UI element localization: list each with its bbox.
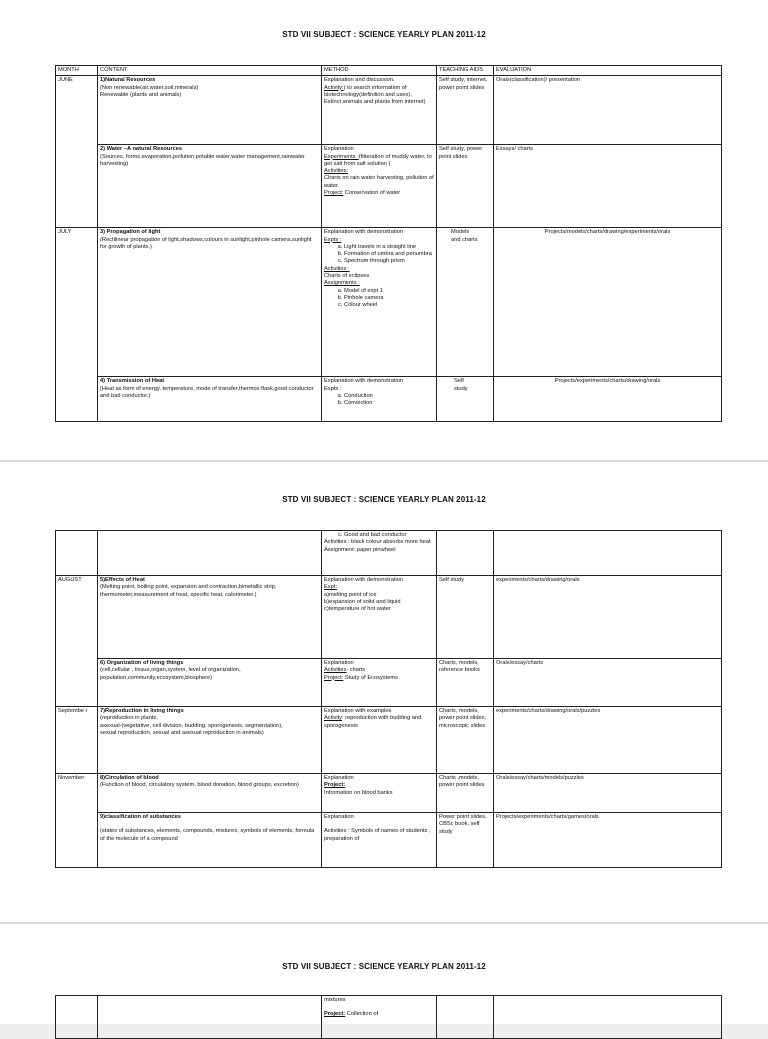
month-cell: November bbox=[56, 774, 98, 868]
topic-desc: (Heat as form of energy, temperature, mode of transfer,thermos flask,good conductor and bad conductor.) bbox=[100, 385, 314, 399]
method-line: Charts of eclipses bbox=[324, 273, 370, 280]
method-label: Experiments : bbox=[324, 153, 359, 160]
topic-title: 4) Transmission of Heat bbox=[100, 378, 165, 385]
topic-title: 3) Propagation of light bbox=[100, 229, 161, 236]
method-line: Explanation bbox=[324, 146, 354, 153]
method-text: Study of Ecosystems bbox=[343, 674, 398, 681]
header-teaching-aids: TEACHING AIDS bbox=[437, 66, 494, 76]
method-label: Expts : bbox=[324, 236, 342, 243]
aids-cell bbox=[437, 228, 494, 377]
method-line: Explanation and discussion. bbox=[324, 77, 395, 84]
table-row bbox=[56, 996, 722, 1039]
table-row bbox=[56, 531, 722, 576]
month-cell bbox=[56, 996, 98, 1039]
method-text: ( to search information of biotechnology(definition and uses), bbox=[324, 84, 412, 98]
method-label: Project: bbox=[324, 674, 344, 681]
table-row bbox=[56, 774, 722, 813]
method-cell bbox=[322, 531, 437, 576]
topic-title: 1)Natural Resources bbox=[100, 77, 156, 84]
method-label: Activities: bbox=[324, 168, 349, 175]
header-content: CONTENT bbox=[98, 66, 322, 76]
method-line bbox=[324, 190, 434, 197]
list-item: b. Formation of umbra and penumbra bbox=[344, 251, 434, 258]
content-cell bbox=[98, 707, 322, 774]
content-cell bbox=[98, 813, 322, 868]
topic-desc: sexual reproduction, sexual and asexual reproduction in animals) bbox=[100, 729, 264, 736]
experiment-list bbox=[324, 393, 434, 408]
plan-table-page-3 bbox=[55, 995, 722, 1039]
month-cell: Septembe r bbox=[56, 707, 98, 774]
content-cell bbox=[98, 145, 322, 228]
method-line: Assignment: paper pinwheel bbox=[324, 546, 396, 553]
topic-title: 2) Water –A natural Resources bbox=[100, 146, 183, 153]
list-item: a. Light travels in a straight line bbox=[344, 244, 434, 251]
method-line: Explanation with demonstration bbox=[324, 229, 404, 236]
method-cell bbox=[322, 707, 437, 774]
topic-title: 6) Organization of living things bbox=[100, 660, 184, 666]
header-evaluation: EVALUATION bbox=[494, 66, 722, 76]
table-row bbox=[56, 76, 722, 145]
method-cell bbox=[322, 228, 437, 377]
method-label: Project: bbox=[324, 190, 344, 197]
method-cell bbox=[322, 145, 437, 228]
aids-cell bbox=[437, 377, 494, 422]
aids-text: Self study bbox=[454, 378, 468, 392]
list-item: c. Good and bad conductor bbox=[344, 532, 434, 539]
method-line: Explanation bbox=[324, 814, 354, 820]
content-cell bbox=[98, 576, 322, 659]
content-cell bbox=[98, 774, 322, 813]
topic-title: 5)Effects of Heat bbox=[100, 577, 145, 583]
list-item: c. Colour wheel bbox=[344, 302, 434, 309]
list-item: c. Spectrum through prism bbox=[344, 258, 434, 265]
page-title: STD VII SUBJECT : SCIENCE YEARLY PLAN 2011-12 bbox=[282, 962, 486, 971]
aids-cell: Self study, internet, power point slides bbox=[437, 76, 494, 145]
evaluation-cell bbox=[494, 531, 722, 576]
spacer bbox=[100, 821, 319, 828]
table-row bbox=[56, 377, 722, 422]
method-label: Project: bbox=[324, 782, 346, 789]
topic-desc: (cell,cellular , tissue,organ,system, level of organization, population,community,ecosystem,biosphere) bbox=[100, 667, 241, 681]
spacer bbox=[324, 821, 434, 828]
method-cell bbox=[322, 76, 437, 145]
method-line: a)melting point of ice bbox=[324, 591, 377, 598]
table-row bbox=[56, 707, 722, 774]
method-label: Expt: bbox=[324, 584, 337, 591]
evaluation-cell: Essays/ charts bbox=[494, 145, 722, 228]
table-header-row bbox=[56, 66, 722, 76]
method-text: Conservation of water bbox=[343, 190, 401, 197]
method-line: Explanation bbox=[324, 660, 354, 666]
topic-title: 7)Reproduction in living things bbox=[100, 708, 184, 714]
method-text: : charts bbox=[346, 667, 366, 674]
list-item: b. Pinhole camera bbox=[344, 295, 434, 302]
topic-desc: (Rectilinear propagation of light,shadows,colours in sunlight,pinhole camera,sunlight for growth of plants.) bbox=[100, 236, 312, 250]
method-text: Collection of bbox=[346, 1011, 379, 1018]
month-cell: JUNE bbox=[56, 76, 98, 228]
evaluation-cell: Projects/experiments/charts/drawing/orals bbox=[494, 377, 722, 422]
method-line: Expts : bbox=[324, 385, 342, 392]
page-1 bbox=[0, 0, 768, 460]
method-line bbox=[324, 1011, 434, 1018]
aids-cell: Charts, models, reference books bbox=[437, 659, 494, 707]
method-cell bbox=[322, 813, 437, 868]
method-line bbox=[324, 675, 434, 682]
method-label: Activity: bbox=[324, 84, 344, 91]
list-item: a. Model of expt 1 bbox=[344, 288, 434, 295]
evaluation-cell: Orals/essay/charts bbox=[494, 659, 722, 707]
method-line bbox=[324, 85, 434, 100]
method-line bbox=[324, 715, 434, 730]
topic-desc: (states of substances, elements, compounds, mixtures, symbols of elements, formula of the molecule of a compound bbox=[100, 828, 315, 842]
spacer bbox=[324, 1004, 434, 1011]
table-row bbox=[56, 576, 722, 659]
method-label: Project: bbox=[324, 1011, 346, 1018]
method-label: Assignments : bbox=[324, 280, 360, 287]
list-item: a. Conduction bbox=[344, 393, 434, 400]
topic-desc: asexual-(vegetative, cell division, budding, sporogenesis, segmentation), bbox=[100, 722, 283, 729]
method-line: Extinct animals and plants from internet) bbox=[324, 99, 426, 106]
experiment-list bbox=[324, 532, 434, 539]
method-line: Activities : Symbols of names of students , preparation of bbox=[324, 828, 431, 842]
method-label: Activities : bbox=[324, 265, 350, 272]
table-row bbox=[56, 228, 722, 377]
content-cell bbox=[98, 531, 322, 576]
content-cell bbox=[98, 228, 322, 377]
month-cell: JULY bbox=[56, 228, 98, 422]
method-cell bbox=[322, 659, 437, 707]
table-row bbox=[56, 813, 722, 868]
month-cell bbox=[56, 531, 98, 576]
aids-cell: Charts ,models, power point slides bbox=[437, 774, 494, 813]
header-month: MONTH bbox=[56, 66, 98, 76]
method-line: Explanation with examples bbox=[324, 708, 392, 714]
aids-cell: Power point slides, CBSc book, self study bbox=[437, 813, 494, 868]
topic-desc: (Non renewable(air,water,soil,minerals) bbox=[100, 84, 199, 91]
topic-desc: Renewable (plants and animals) bbox=[100, 91, 182, 98]
aids-cell bbox=[437, 996, 494, 1039]
method-line bbox=[324, 667, 434, 674]
evaluation-cell bbox=[494, 996, 722, 1039]
method-line: Explanation with demonstration bbox=[324, 378, 404, 385]
evaluation-cell: Projects/models/charts/drawing/experiments/orals bbox=[494, 228, 722, 377]
method-line: Charts on rain water harvesting, pollution of water. bbox=[324, 175, 434, 189]
method-line: c)temperature of hot water bbox=[324, 606, 391, 613]
method-line bbox=[324, 154, 434, 169]
experiment-list bbox=[324, 244, 434, 266]
method-cell bbox=[322, 774, 437, 813]
table-row bbox=[56, 145, 722, 228]
evaluation-cell: Orals(classification)/ presentation bbox=[494, 76, 722, 145]
aids-text: Models and charts bbox=[451, 229, 478, 243]
plan-table-page-1 bbox=[55, 65, 722, 422]
aids-cell: Self study, power point slides bbox=[437, 145, 494, 228]
method-line: Activities : black colour absorbs more heat bbox=[324, 539, 431, 546]
content-cell bbox=[98, 377, 322, 422]
method-line: mixtures bbox=[324, 997, 346, 1003]
topic-desc: (Sources, forms,evaporation,pollution,potable water,water management,rainwater harvesting) bbox=[100, 153, 305, 167]
method-line: Explanation bbox=[324, 775, 354, 781]
topic-title: 9)classification of substances bbox=[100, 814, 181, 820]
method-text: (filteration of muddy water, to get salt from salt solution ) bbox=[324, 153, 432, 167]
method-cell bbox=[322, 576, 437, 659]
content-cell bbox=[98, 659, 322, 707]
evaluation-cell: experiments/charts/drawing/orals bbox=[494, 576, 722, 659]
list-item: b. Convection bbox=[344, 400, 434, 407]
topic-desc: (Melting point, boiling point, expansion and contraction,bimetallic strip, thermometer,measurement of heat, specific heat, calorimeter.) bbox=[100, 584, 277, 598]
method-line: Explanation with demonstration bbox=[324, 577, 404, 583]
table-row bbox=[56, 659, 722, 707]
aids-cell: Charts, models, power point slides, microscopic slides bbox=[437, 707, 494, 774]
content-cell bbox=[98, 996, 322, 1039]
evaluation-cell: experiments/charts/drawing/orals/puzzles bbox=[494, 707, 722, 774]
topic-desc: (Function of blood, circulatory system, blood donation, blood groups, excretion) bbox=[100, 782, 299, 789]
page-title: STD VII SUBJECT : SCIENCE YEARLY PLAN 2011-12 bbox=[282, 495, 486, 504]
topic-desc: (reproduction in plants, bbox=[100, 715, 158, 722]
method-line: b)expansion of solid and liquid bbox=[324, 598, 401, 605]
method-line: Information on blood banks bbox=[324, 789, 393, 796]
aids-cell: Self study bbox=[437, 576, 494, 659]
evaluation-cell: Orals/essay/charts/models/puzzles bbox=[494, 774, 722, 813]
method-label: Activity bbox=[324, 715, 343, 722]
aids-cell bbox=[437, 531, 494, 576]
page-2 bbox=[0, 462, 768, 922]
plan-table-page-2 bbox=[55, 530, 722, 868]
method-cell bbox=[322, 377, 437, 422]
header-method: METHOD bbox=[322, 66, 437, 76]
content-cell bbox=[98, 76, 322, 145]
topic-title: 8)Circulation of blood bbox=[100, 775, 159, 781]
evaluation-cell: Projects/experiments/charts/games/orals bbox=[494, 813, 722, 868]
page-3 bbox=[0, 924, 768, 1024]
method-label: Activities bbox=[324, 667, 347, 674]
month-cell: AUGUST bbox=[56, 576, 98, 707]
method-text: : reproduction with budding and sporogenesis bbox=[324, 715, 422, 729]
page-title: STD VII SUBJECT : SCIENCE YEARLY PLAN 2011-12 bbox=[282, 30, 486, 39]
assignment-list bbox=[324, 288, 434, 310]
method-cell bbox=[322, 996, 437, 1039]
